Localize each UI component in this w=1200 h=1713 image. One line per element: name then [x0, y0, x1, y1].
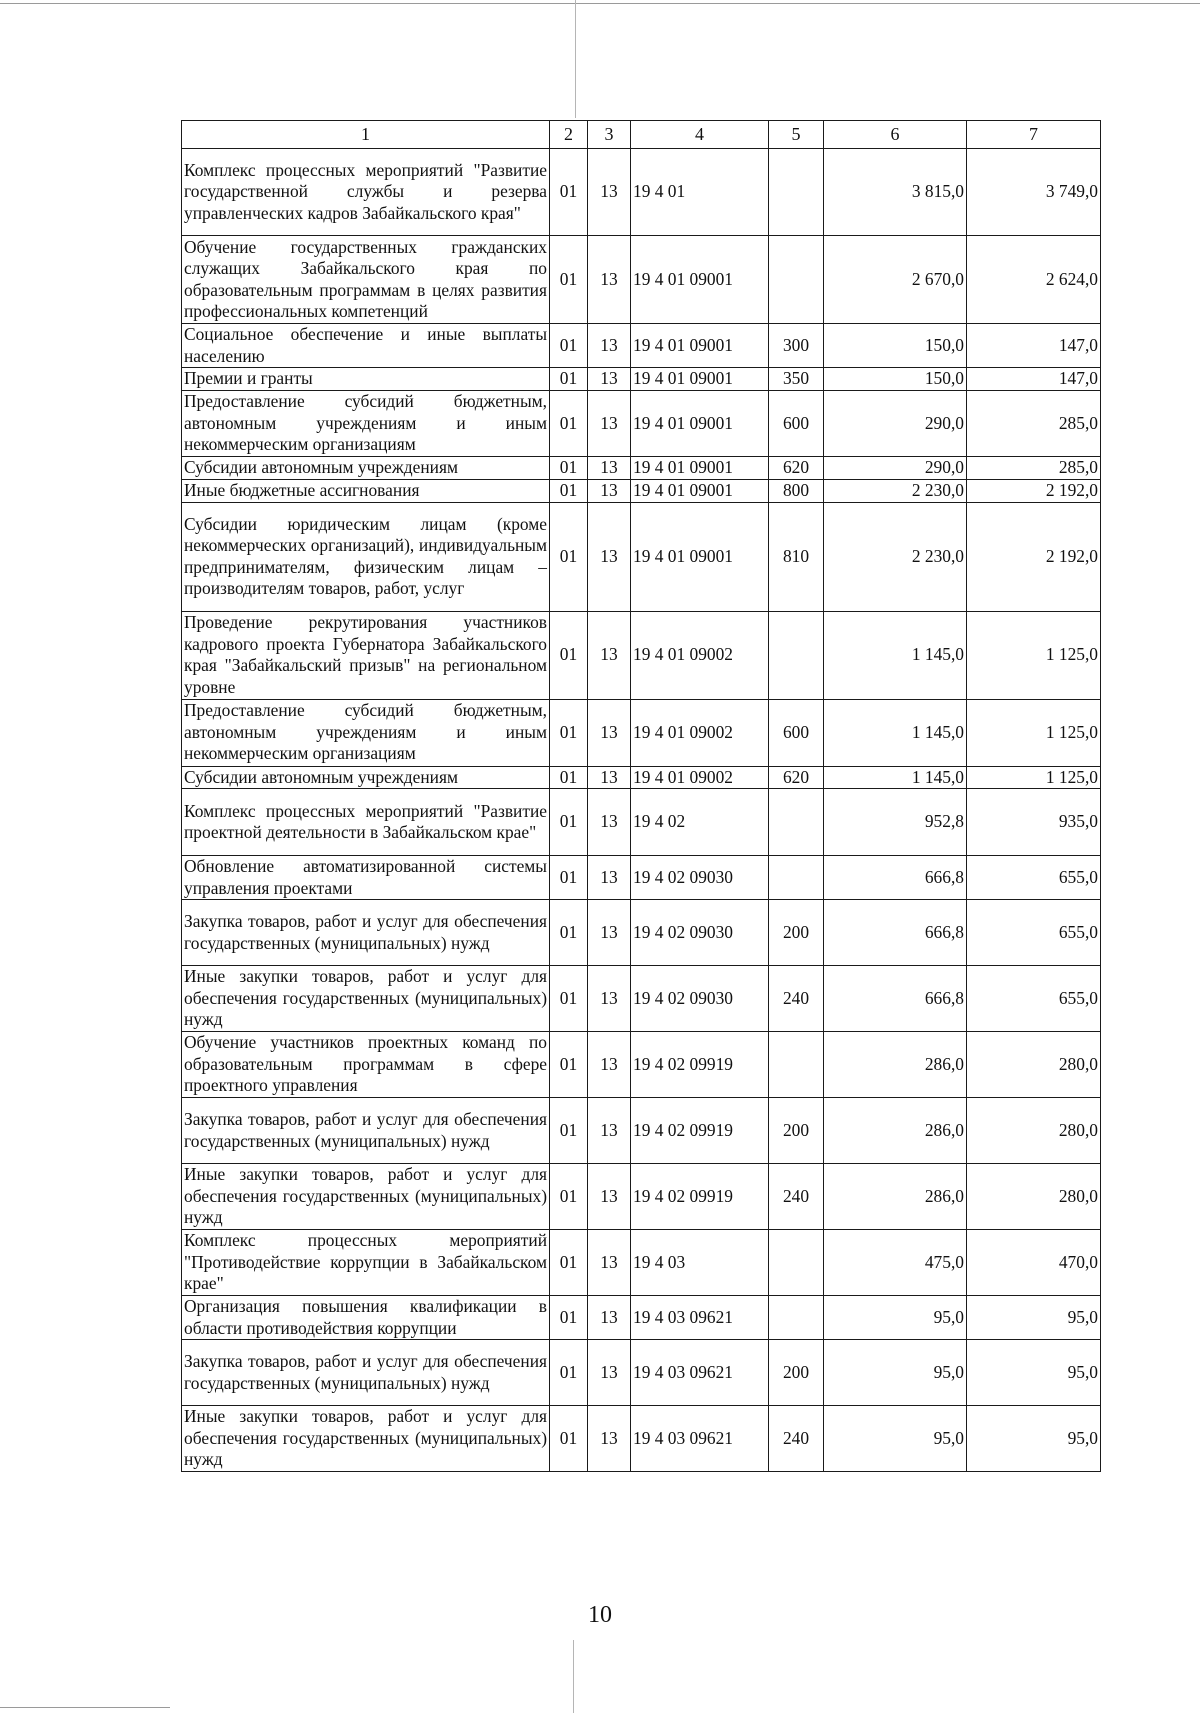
expense-type-cell	[769, 1296, 824, 1340]
expense-type-cell: 600	[769, 699, 824, 766]
amount-year-2-cell: 2 192,0	[967, 479, 1101, 502]
table-row	[182, 1098, 1101, 1164]
expense-type-cell	[769, 789, 824, 856]
table-row	[182, 457, 1101, 480]
scan-top-edge-line	[0, 3, 1200, 4]
target-article-cell: 19 4 03	[631, 1230, 769, 1296]
section-code-cell: 01	[550, 611, 588, 699]
subsection-code-cell: 13	[588, 1032, 631, 1098]
column-header: 6	[824, 121, 967, 149]
amount-year-2-cell: 3 749,0	[967, 149, 1101, 236]
expense-type-cell: 200	[769, 1340, 824, 1406]
section-code-cell: 01	[550, 699, 588, 766]
row-name-cell: Обучение участников проектных команд по образовательным программам в сфере проектного управления	[182, 1032, 550, 1098]
amount-year-2-cell: 2 192,0	[967, 502, 1101, 611]
target-article-cell: 19 4 01 09002	[631, 611, 769, 699]
amount-year-1-cell: 290,0	[824, 457, 967, 480]
subsection-code-cell: 13	[588, 900, 631, 966]
table-row	[182, 856, 1101, 900]
target-article-cell: 19 4 01 09001	[631, 368, 769, 391]
amount-year-2-cell: 95,0	[967, 1296, 1101, 1340]
section-code-cell: 01	[550, 457, 588, 480]
table-row	[182, 502, 1101, 611]
amount-year-2-cell: 655,0	[967, 900, 1101, 966]
row-name-cell: Иные закупки товаров, работ и услуг для обеспечения государственных (муниципальных) нужд	[182, 966, 550, 1032]
row-name-cell: Иные бюджетные ассигнования	[182, 479, 550, 502]
amount-year-1-cell: 1 145,0	[824, 699, 967, 766]
amount-year-2-cell: 655,0	[967, 856, 1101, 900]
column-header: 1	[182, 121, 550, 149]
subsection-code-cell: 13	[588, 966, 631, 1032]
amount-year-1-cell: 666,8	[824, 966, 967, 1032]
row-name-cell: Закупка товаров, работ и услуг для обеспечения государственных (муниципальных) нужд	[182, 900, 550, 966]
amount-year-2-cell: 95,0	[967, 1406, 1101, 1472]
subsection-code-cell: 13	[588, 611, 631, 699]
subsection-code-cell: 13	[588, 457, 631, 480]
expense-type-cell	[769, 611, 824, 699]
subsection-code-cell: 13	[588, 1164, 631, 1230]
target-article-cell: 19 4 02 09919	[631, 1032, 769, 1098]
row-name-cell: Закупка товаров, работ и услуг для обеспечения государственных (муниципальных) нужд	[182, 1340, 550, 1406]
amount-year-2-cell: 280,0	[967, 1098, 1101, 1164]
target-article-cell: 19 4 01 09002	[631, 766, 769, 789]
subsection-code-cell: 13	[588, 789, 631, 856]
table-row	[182, 1032, 1101, 1098]
expense-type-cell: 350	[769, 368, 824, 391]
row-name-cell: Социальное обеспечение и иные выплаты населению	[182, 324, 550, 368]
target-article-cell: 19 4 01 09001	[631, 479, 769, 502]
section-code-cell: 01	[550, 1032, 588, 1098]
table-row	[182, 699, 1101, 766]
table-row	[182, 368, 1101, 391]
subsection-code-cell: 13	[588, 856, 631, 900]
subsection-code-cell: 13	[588, 324, 631, 368]
section-code-cell: 01	[550, 1406, 588, 1472]
amount-year-2-cell: 1 125,0	[967, 766, 1101, 789]
expense-type-cell	[769, 236, 824, 324]
amount-year-1-cell: 150,0	[824, 368, 967, 391]
section-code-cell: 01	[550, 1230, 588, 1296]
target-article-cell: 19 4 03 09621	[631, 1406, 769, 1472]
subsection-code-cell: 13	[588, 699, 631, 766]
amount-year-2-cell: 147,0	[967, 368, 1101, 391]
subsection-code-cell: 13	[588, 391, 631, 457]
section-code-cell: 01	[550, 502, 588, 611]
target-article-cell: 19 4 01 09001	[631, 324, 769, 368]
section-code-cell: 01	[550, 324, 588, 368]
expense-type-cell	[769, 1230, 824, 1296]
amount-year-2-cell: 1 125,0	[967, 611, 1101, 699]
row-name-cell: Иные закупки товаров, работ и услуг для обеспечения государственных (муниципальных) нужд	[182, 1406, 550, 1472]
table-row	[182, 1296, 1101, 1340]
expense-type-cell	[769, 1032, 824, 1098]
table-row	[182, 1340, 1101, 1406]
expense-type-cell	[769, 856, 824, 900]
amount-year-1-cell: 286,0	[824, 1164, 967, 1230]
table-row	[182, 391, 1101, 457]
target-article-cell: 19 4 01 09001	[631, 457, 769, 480]
row-name-cell: Комплекс процессных мероприятий "Развитие государственной службы и резерва управленческих кадров Забайкальского края"	[182, 149, 550, 236]
target-article-cell: 19 4 01 09001	[631, 236, 769, 324]
amount-year-1-cell: 2 670,0	[824, 236, 967, 324]
target-article-cell: 19 4 01 09002	[631, 699, 769, 766]
row-name-cell: Субсидии автономным учреждениям	[182, 766, 550, 789]
amount-year-1-cell: 95,0	[824, 1296, 967, 1340]
table-row	[182, 611, 1101, 699]
table-header-row	[182, 121, 1101, 149]
amount-year-2-cell: 147,0	[967, 324, 1101, 368]
amount-year-1-cell: 475,0	[824, 1230, 967, 1296]
subsection-code-cell: 13	[588, 1406, 631, 1472]
subsection-code-cell: 13	[588, 1098, 631, 1164]
subsection-code-cell: 13	[588, 502, 631, 611]
subsection-code-cell: 13	[588, 1340, 631, 1406]
amount-year-1-cell: 150,0	[824, 324, 967, 368]
expense-type-cell: 300	[769, 324, 824, 368]
amount-year-2-cell: 95,0	[967, 1340, 1101, 1406]
column-header: 3	[588, 121, 631, 149]
row-name-cell: Обновление автоматизированной системы управления проектами	[182, 856, 550, 900]
section-code-cell: 01	[550, 149, 588, 236]
row-name-cell: Предоставление субсидий бюджетным, автономным учреждениям и иным некоммерческим организациям	[182, 699, 550, 766]
amount-year-1-cell: 95,0	[824, 1406, 967, 1472]
expense-type-cell: 240	[769, 966, 824, 1032]
amount-year-1-cell: 1 145,0	[824, 611, 967, 699]
expense-type-cell: 810	[769, 502, 824, 611]
amount-year-2-cell: 470,0	[967, 1230, 1101, 1296]
column-header: 7	[967, 121, 1101, 149]
target-article-cell: 19 4 03 09621	[631, 1340, 769, 1406]
table-row	[182, 1230, 1101, 1296]
section-code-cell: 01	[550, 966, 588, 1032]
target-article-cell: 19 4 02 09919	[631, 1164, 769, 1230]
subsection-code-cell: 13	[588, 1230, 631, 1296]
scan-fold-line-bottom	[573, 1640, 574, 1713]
row-name-cell: Предоставление субсидий бюджетным, автономным учреждениям и иным некоммерческим организациям	[182, 391, 550, 457]
row-name-cell: Субсидии юридическим лицам (кроме некоммерческих организаций), индивидуальным предпринимателям, физическим лицам – производителям товаров, работ, услуг	[182, 502, 550, 611]
expense-type-cell: 200	[769, 1098, 824, 1164]
target-article-cell: 19 4 01 09001	[631, 391, 769, 457]
amount-year-2-cell: 935,0	[967, 789, 1101, 856]
row-name-cell: Субсидии автономным учреждениям	[182, 457, 550, 480]
target-article-cell: 19 4 02 09030	[631, 966, 769, 1032]
budget-table	[181, 120, 1101, 1472]
section-code-cell: 01	[550, 1164, 588, 1230]
table-row	[182, 324, 1101, 368]
table-row	[182, 1164, 1101, 1230]
subsection-code-cell: 13	[588, 149, 631, 236]
target-article-cell: 19 4 01	[631, 149, 769, 236]
amount-year-1-cell: 286,0	[824, 1098, 967, 1164]
section-code-cell: 01	[550, 1098, 588, 1164]
target-article-cell: 19 4 02 09919	[631, 1098, 769, 1164]
table-row	[182, 236, 1101, 324]
section-code-cell: 01	[550, 236, 588, 324]
row-name-cell: Организация повышения квалификации в области противодействия коррупции	[182, 1296, 550, 1340]
target-article-cell: 19 4 03 09621	[631, 1296, 769, 1340]
table-row	[182, 479, 1101, 502]
subsection-code-cell: 13	[588, 766, 631, 789]
amount-year-1-cell: 95,0	[824, 1340, 967, 1406]
expense-type-cell: 620	[769, 766, 824, 789]
amount-year-2-cell: 285,0	[967, 391, 1101, 457]
expense-type-cell: 240	[769, 1164, 824, 1230]
column-header: 4	[631, 121, 769, 149]
section-code-cell: 01	[550, 766, 588, 789]
row-name-cell: Иные закупки товаров, работ и услуг для обеспечения государственных (муниципальных) нужд	[182, 1164, 550, 1230]
row-name-cell: Проведение рекрутирования участников кадрового проекта Губернатора Забайкальского края "Забайкальский призыв" на региональном уровне	[182, 611, 550, 699]
table-row	[182, 789, 1101, 856]
table-row	[182, 1406, 1101, 1472]
subsection-code-cell: 13	[588, 236, 631, 324]
column-header: 2	[550, 121, 588, 149]
table-row	[182, 766, 1101, 789]
target-article-cell: 19 4 01 09001	[631, 502, 769, 611]
scan-bottom-edge-line	[0, 1707, 170, 1708]
section-code-cell: 01	[550, 391, 588, 457]
expense-type-cell	[769, 149, 824, 236]
amount-year-2-cell: 655,0	[967, 966, 1101, 1032]
row-name-cell: Обучение государственных гражданских служащих Забайкальского края по образовательным программам в целях развития профессиональных компетенций	[182, 236, 550, 324]
expense-type-cell: 240	[769, 1406, 824, 1472]
table-row	[182, 149, 1101, 236]
amount-year-1-cell: 2 230,0	[824, 502, 967, 611]
amount-year-1-cell: 3 815,0	[824, 149, 967, 236]
amount-year-2-cell: 2 624,0	[967, 236, 1101, 324]
table-row	[182, 900, 1101, 966]
amount-year-2-cell: 280,0	[967, 1032, 1101, 1098]
scan-fold-line-top	[575, 0, 576, 118]
column-header: 5	[769, 121, 824, 149]
row-name-cell: Комплекс процессных мероприятий "Противодействие коррупции в Забайкальском крае"	[182, 1230, 550, 1296]
page-number: 10	[588, 1602, 612, 1628]
section-code-cell: 01	[550, 789, 588, 856]
section-code-cell: 01	[550, 1340, 588, 1406]
subsection-code-cell: 13	[588, 368, 631, 391]
amount-year-1-cell: 286,0	[824, 1032, 967, 1098]
section-code-cell: 01	[550, 1296, 588, 1340]
section-code-cell: 01	[550, 368, 588, 391]
amount-year-1-cell: 666,8	[824, 900, 967, 966]
amount-year-2-cell: 280,0	[967, 1164, 1101, 1230]
row-name-cell: Премии и гранты	[182, 368, 550, 391]
table-row	[182, 966, 1101, 1032]
row-name-cell: Комплекс процессных мероприятий "Развитие проектной деятельности в Забайкальском крае"	[182, 789, 550, 856]
amount-year-1-cell: 952,8	[824, 789, 967, 856]
expense-type-cell: 800	[769, 479, 824, 502]
amount-year-1-cell: 290,0	[824, 391, 967, 457]
section-code-cell: 01	[550, 900, 588, 966]
amount-year-2-cell: 1 125,0	[967, 699, 1101, 766]
subsection-code-cell: 13	[588, 479, 631, 502]
section-code-cell: 01	[550, 856, 588, 900]
amount-year-1-cell: 1 145,0	[824, 766, 967, 789]
amount-year-2-cell: 285,0	[967, 457, 1101, 480]
amount-year-1-cell: 2 230,0	[824, 479, 967, 502]
amount-year-1-cell: 666,8	[824, 856, 967, 900]
target-article-cell: 19 4 02	[631, 789, 769, 856]
target-article-cell: 19 4 02 09030	[631, 856, 769, 900]
expense-type-cell: 620	[769, 457, 824, 480]
subsection-code-cell: 13	[588, 1296, 631, 1340]
target-article-cell: 19 4 02 09030	[631, 900, 769, 966]
expense-type-cell: 600	[769, 391, 824, 457]
expense-type-cell: 200	[769, 900, 824, 966]
section-code-cell: 01	[550, 479, 588, 502]
row-name-cell: Закупка товаров, работ и услуг для обеспечения государственных (муниципальных) нужд	[182, 1098, 550, 1164]
